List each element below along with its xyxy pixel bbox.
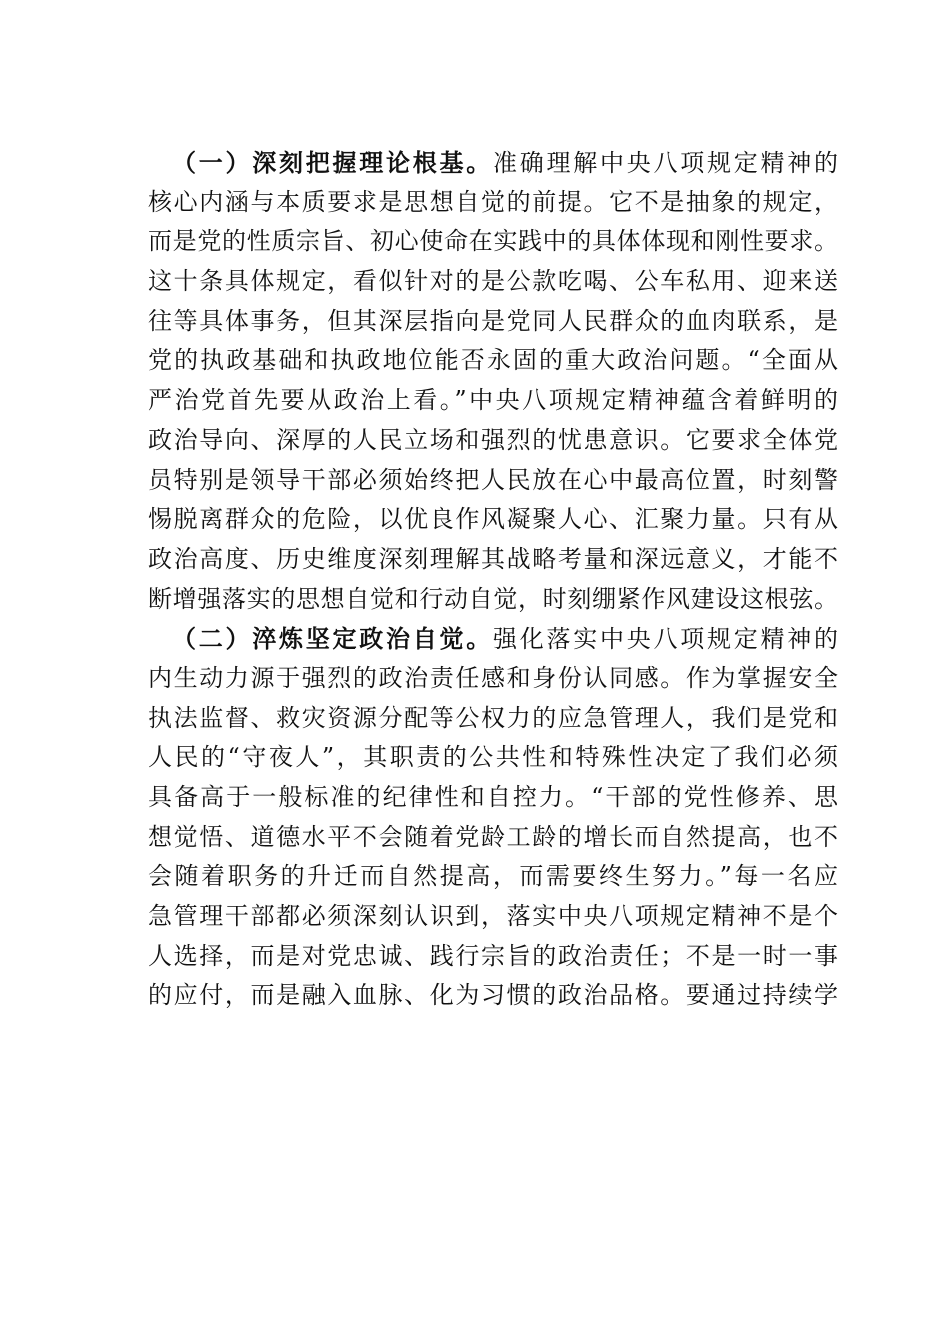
- section1-heading: （一）深刻把握理论根基。: [172, 148, 493, 177]
- section2-line: 人选择，而是对党忠诚、践行宗旨的政治责任；不是一时一事: [148, 941, 838, 970]
- section2-line: 强化落实中央八项规定精神的: [493, 625, 838, 654]
- section2-line: 的应付，而是融入血脉、化为习惯的政治品格。要通过持续学: [148, 981, 838, 1010]
- section2-first-line: [148, 619, 838, 659]
- section1-line: 员特别是领导干部必须始终把人民放在心中最高位置，时刻警: [148, 465, 838, 494]
- section1-line: 而是党的性质宗旨、初心使命在实践中的具体体现和刚性要求。: [148, 227, 838, 256]
- section1-line: 这十条具体规定，看似针对的是公款吃喝、公车私用、迎来送: [148, 267, 838, 296]
- section2-line: 急管理干部都必须深刻认识到，落实中央八项规定精神不是个: [148, 902, 838, 931]
- section1-line: 核心内涵与本质要求是思想自觉的前提。它不是抽象的规定，: [148, 187, 838, 216]
- section2-line: 具备高于一般标准的纪律性和自控力。“干部的党性修养、思: [148, 783, 838, 811]
- section2-line: 想觉悟、道德水平不会随着党龄工龄的增长而自然提高，也不: [148, 822, 838, 851]
- section1-line: 断增强落实的思想自觉和行动自觉，时刻绷紧作风建设这根弦。: [148, 584, 838, 613]
- section1-line: 政治导向、深厚的人民立场和强烈的忧患意识。它要求全体党: [148, 425, 838, 454]
- section2-heading: （二）淬炼坚定政治自觉。: [172, 624, 493, 654]
- section2-line: 会随着职务的升迁而自然提高，而需要终生努力。”每一名应: [148, 862, 838, 891]
- section2-line: 内生动力源于强烈的政治责任感和身份认同感。作为掌握安全: [148, 663, 838, 692]
- section1-line: 政治高度、历史维度深刻理解其战略考量和深远意义，才能不: [148, 544, 838, 573]
- section2-line: 人民的“守夜人”，其职责的公共性和特殊性决定了我们必须: [148, 743, 838, 772]
- section1-line: 准确理解中央八项规定精神的: [493, 149, 838, 177]
- body-text: [148, 143, 838, 1016]
- section1-line: 党的执政基础和执政地位能否永固的重大政治问题。“全面从: [148, 346, 838, 375]
- section1-line: 惕脱离群众的危险，以优良作风凝聚人心、汇聚力量。只有从: [148, 505, 838, 534]
- section1-first-line: [148, 143, 838, 183]
- section1-line: 往等具体事务，但其深层指向是党同人民群众的血肉联系，是: [148, 306, 838, 335]
- section1-line: 严治党首先要从政治上看。”中央八项规定精神蕴含着鲜明的: [148, 386, 838, 415]
- section2-line: 执法监督、救灾资源分配等公权力的应急管理人，我们是党和: [148, 703, 838, 732]
